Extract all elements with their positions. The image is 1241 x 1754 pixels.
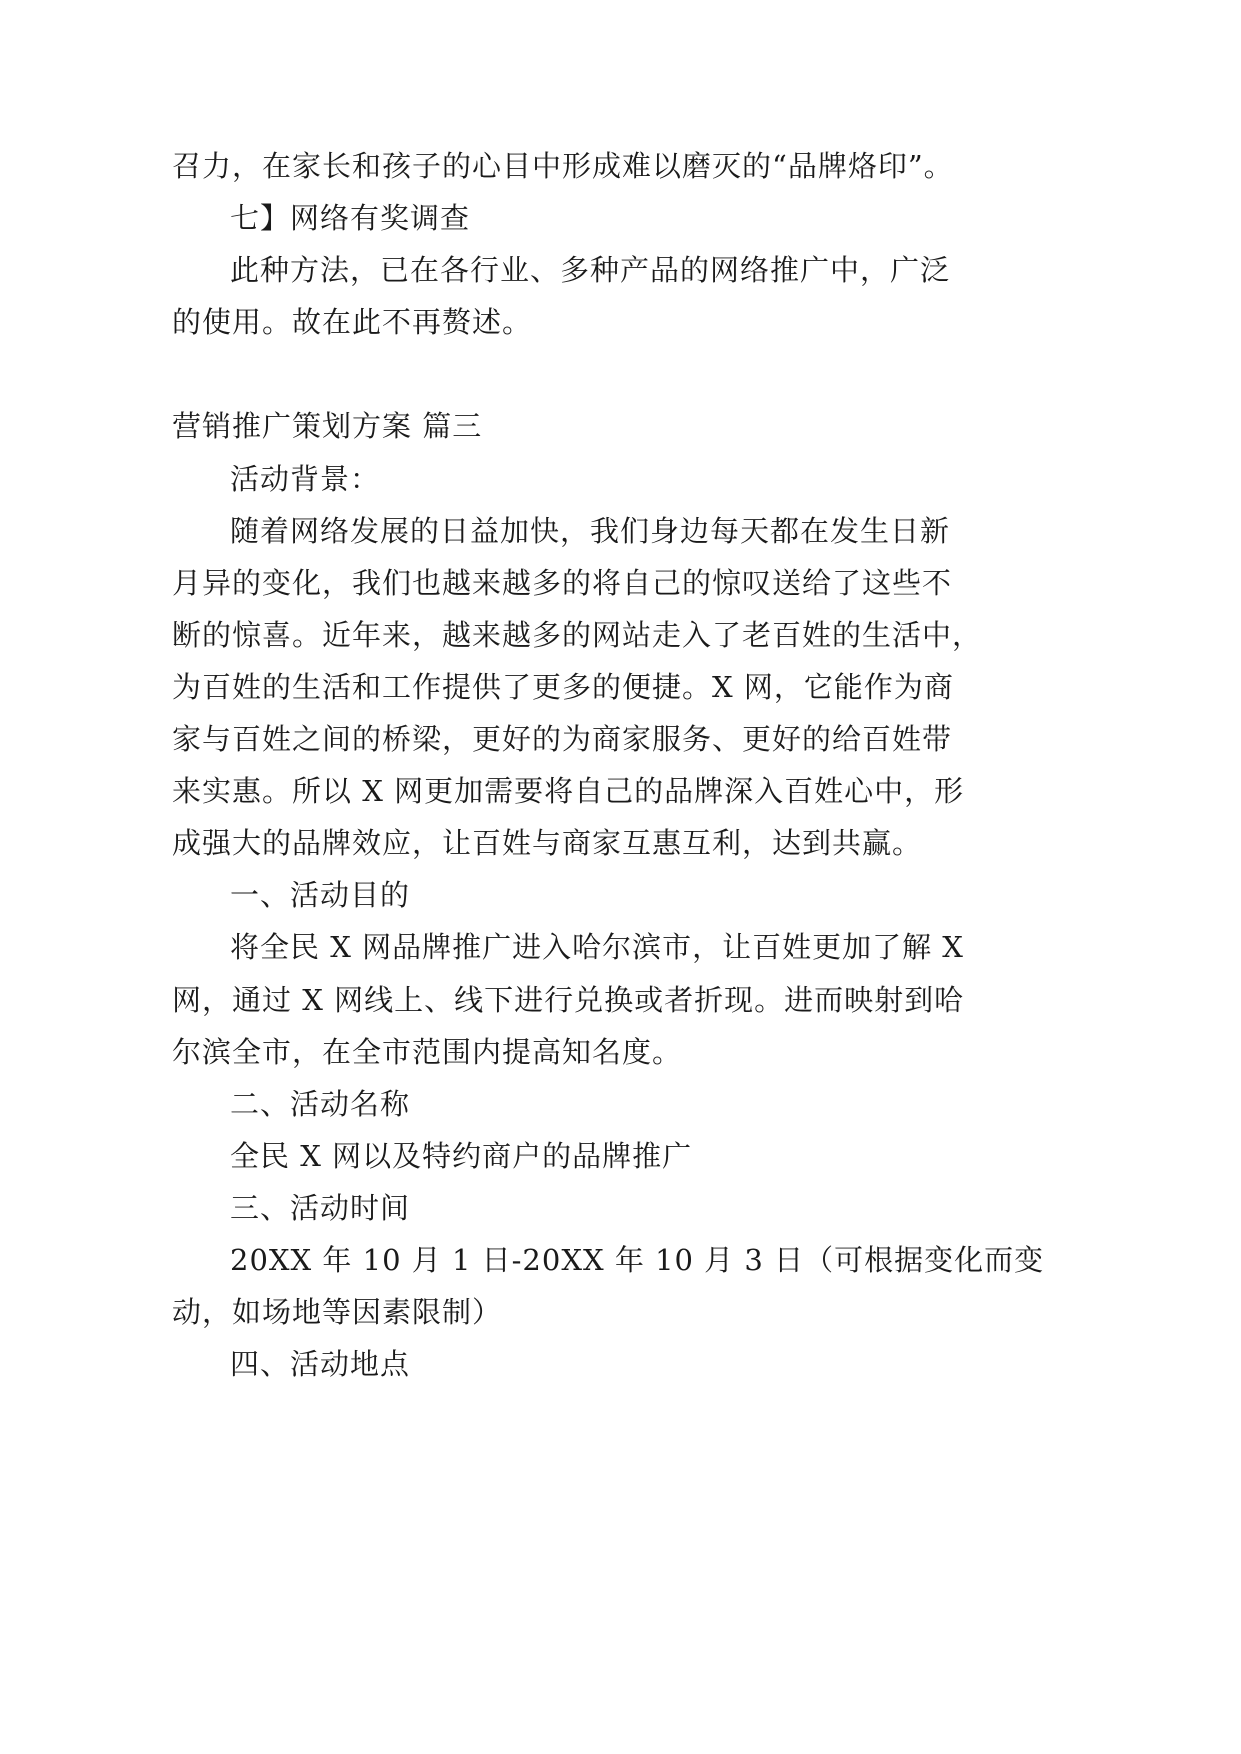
body-line: 网，通过 X 网线上、线下进行兑换或者折现。进而映射到哈 xyxy=(172,982,965,1017)
body-line: 为百姓的生活和工作提供了更多的便捷。X 网，它能作为商 xyxy=(172,669,954,704)
body-line: 成强大的品牌效应，让百姓与商家互惠互利，达到共赢。 xyxy=(172,826,923,861)
body-line: 家与百姓之间的桥梁，更好的为商家服务、更好的给百姓带 xyxy=(172,722,953,757)
section-heading: 一、活动目的 xyxy=(230,878,411,913)
body-line: 来实惠。所以 X 网更加需要将自己的品牌深入百姓心中，形 xyxy=(172,774,965,809)
document-body xyxy=(172,140,1045,1390)
section-heading: 三、活动时间 xyxy=(230,1190,411,1225)
body-line: 全民 X 网以及特约商户的品牌推广 xyxy=(230,1138,693,1173)
body-line: 召力，在家长和孩子的心目中形成难以磨灭的“品牌烙印”。 xyxy=(172,149,954,183)
blank-line xyxy=(172,348,942,400)
body-line: 动，如场地等因素限制） xyxy=(172,1295,503,1330)
section-heading: 二、活动名称 xyxy=(230,1086,411,1121)
section-heading: 活动背景： xyxy=(230,461,381,496)
body-line: 尔滨全市，在全市范围内提高知名度。 xyxy=(172,1034,683,1069)
body-line: 随着网络发展的日益加快，我们身边每天都在发生日新 xyxy=(230,513,951,548)
document-section-title: 营销推广策划方案 篇三 xyxy=(172,409,483,444)
body-line: 此种方法，已在各行业、多种产品的网络推广中，广泛 xyxy=(230,253,951,288)
body-line: 月异的变化，我们也越来越多的将自己的惊叹送给了这些不 xyxy=(172,565,953,600)
body-line: 将全民 X 网品牌推广进入哈尔滨市，让百姓更加了解 X xyxy=(230,930,964,965)
body-line: 20XX 年 10 月 1 日-20XX 年 10 月 3 日（可根据变化而变 xyxy=(230,1242,1045,1277)
body-line: 的使用。故在此不再赘述。 xyxy=(172,305,533,340)
section-heading: 七】网络有奖调查 xyxy=(230,201,471,236)
section-heading: 四、活动地点 xyxy=(230,1347,411,1382)
body-line: 断的惊喜。近年来，越来越多的网站走入了老百姓的生活中， xyxy=(172,617,983,652)
